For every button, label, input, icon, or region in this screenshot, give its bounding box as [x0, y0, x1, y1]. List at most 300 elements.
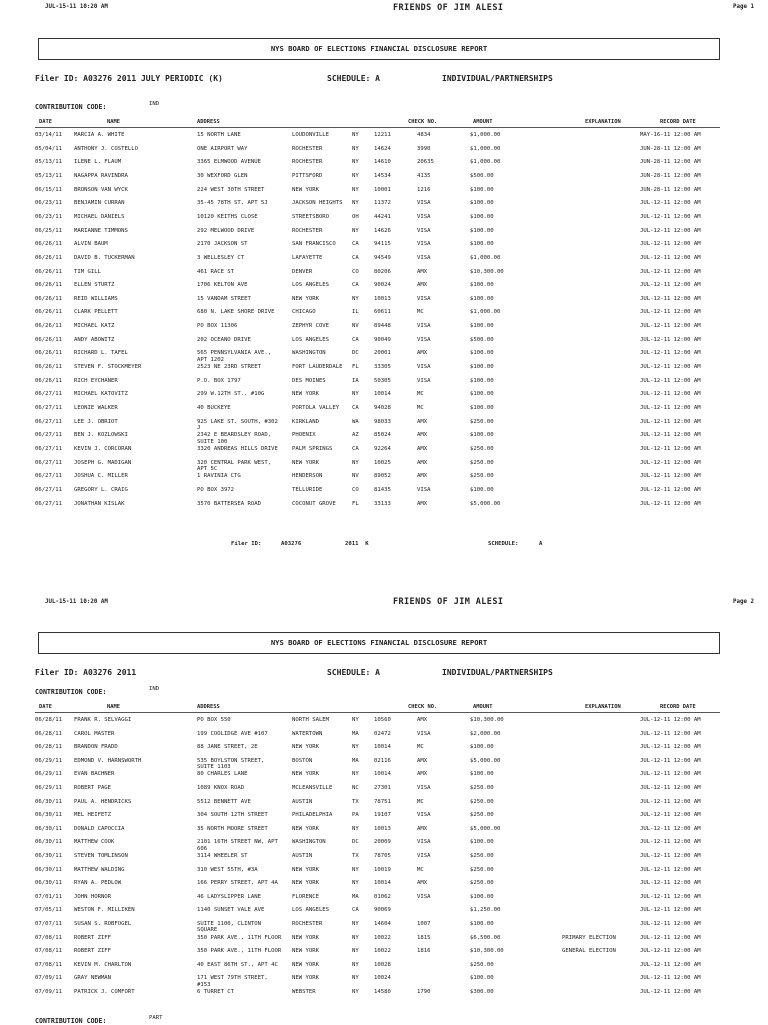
row-check-no: AMX	[417, 445, 428, 452]
row-date: 06/28/11	[35, 717, 62, 723]
row-city: NEW YORK	[292, 186, 319, 193]
row-address: PO BOX 11306	[197, 323, 238, 330]
row-name: MICHAEL DANIELS	[74, 213, 125, 220]
row-name: TIM GILL	[74, 268, 101, 275]
row-city: PORTOLA VALLEY	[292, 405, 340, 411]
row-zip: 10013	[374, 825, 391, 832]
row-zip: 44241	[374, 213, 391, 220]
row-state: CO	[352, 268, 359, 275]
row-record-date: JUL-12-11 12:00 AM	[640, 934, 701, 941]
row-record-date: JUL-12-11 12:00 AM	[640, 812, 701, 819]
row-amount: $100.00	[470, 200, 494, 207]
table-row	[0, 296, 768, 310]
row-date: 06/27/11	[35, 500, 62, 507]
row-record-date: JUL-12-11 12:00 AM	[640, 268, 701, 275]
row-city: NEW YORK	[292, 459, 319, 466]
row-amount: $100.00	[470, 364, 494, 371]
row-zip: 10025	[374, 459, 391, 466]
row-amount: $100.00	[470, 432, 494, 439]
row-amount: $100.00	[470, 227, 494, 234]
row-state: CA	[352, 445, 359, 452]
row-date: 06/26/11	[35, 364, 62, 371]
row-zip: 27301	[374, 785, 391, 791]
row-zip: 90069	[374, 907, 391, 914]
row-record-date: JUL-12-11 12:00 AM	[640, 961, 701, 968]
page-number: Page 1	[733, 4, 754, 10]
row-name: STEVEN TOMLINSON	[74, 853, 128, 859]
row-check-no: AMX	[417, 418, 428, 425]
row-amount: $100.00	[470, 323, 494, 330]
row-city: FLORENCE	[292, 893, 319, 900]
col-amount: AMOUNT	[473, 119, 493, 125]
row-name: ROBERT ZIFF	[74, 948, 112, 955]
row-amount: $100.00	[470, 282, 494, 289]
row-check-no: VISA	[417, 812, 431, 819]
row-address: 299 W.12TH ST., #10G	[197, 391, 265, 398]
row-address: 350 PARK AVE., 11TH FLOOR	[197, 948, 282, 955]
row-record-date: JUL-12-11 12:00 AM	[640, 486, 701, 493]
row-address: 310 WEST 55TH, #3A	[197, 866, 258, 873]
row-check-no: VISA	[417, 785, 431, 791]
row-address: 80 CHARLES LANE	[197, 771, 248, 778]
row-name: MARIANNE TIMMONS	[74, 227, 128, 234]
row-city: AUSTIN	[292, 853, 313, 859]
row-date: 06/27/11	[35, 445, 62, 452]
row-address: 46 LADYSLIPPER LANE	[197, 893, 261, 900]
row-city: AUSTIN	[292, 798, 313, 805]
row-city: WATERTOWN	[292, 730, 323, 737]
row-record-date: MAY-16-11 12:00 AM	[640, 132, 701, 138]
row-city: LOS ANGELES	[292, 907, 330, 914]
row-date: 06/27/11	[35, 418, 62, 425]
row-address: 1706 KELTON AVE	[197, 282, 248, 289]
table-row	[0, 282, 768, 296]
row-address: 2342 E BEARDSLEY ROAD, SUITE 100	[197, 432, 272, 445]
row-zip: 10014	[374, 391, 391, 398]
row-amount: $250.00	[470, 785, 494, 791]
row-name: BEN J. KOZLOWSKI	[74, 432, 128, 439]
row-name: BRONSON VAN WYCK	[74, 186, 128, 193]
row-city: HENDERSON	[292, 473, 323, 480]
row-name: JONATHAN KISLAK	[74, 500, 125, 507]
row-check-no: VISA	[417, 839, 431, 846]
table-row	[0, 812, 768, 826]
row-address: 2170 JACKSON ST	[197, 241, 248, 248]
row-date: 05/04/11	[35, 145, 62, 152]
col-date: DATE	[39, 119, 52, 125]
contribution-code-value: IND	[149, 686, 160, 692]
row-amount: $100.00	[470, 744, 494, 751]
row-state: NY	[352, 391, 359, 398]
row-zip: 33305	[374, 364, 391, 371]
row-name: ANDY ABOWITZ	[74, 336, 115, 343]
row-address: 202 OCEANO DRIVE	[197, 336, 251, 343]
row-city: NEW YORK	[292, 975, 319, 982]
row-amount: $100.00	[470, 921, 494, 927]
row-state: NV	[352, 473, 359, 480]
col-record-date: RECORD DATE	[660, 119, 696, 125]
col-explanation: EXPLANATION	[585, 119, 621, 125]
row-city: NEW YORK	[292, 880, 319, 887]
row-amount: $500.00	[470, 172, 494, 179]
row-check-no: MC	[417, 744, 424, 751]
row-zip: 12211	[374, 132, 391, 138]
row-name: BENJAMIN CURRAN	[74, 200, 125, 207]
table-row	[0, 894, 768, 908]
row-city: JACKSON HEIGHTS	[292, 200, 343, 207]
row-amount: $250.00	[470, 961, 494, 968]
row-state: DC	[352, 839, 359, 846]
row-record-date: JUL-12-11 12:00 AM	[640, 989, 701, 995]
row-amount: $100.00	[470, 186, 494, 193]
row-zip: 10560	[374, 717, 391, 723]
row-date: 07/05/11	[35, 907, 62, 914]
row-amount: $250.00	[470, 812, 494, 819]
row-state: AZ	[352, 432, 359, 439]
row-date: 06/30/11	[35, 798, 62, 805]
row-zip: 10013	[374, 295, 391, 302]
row-state: NC	[352, 785, 359, 791]
row-zip: 02472	[374, 730, 391, 737]
row-date: 06/29/11	[35, 771, 62, 778]
table-row	[0, 921, 768, 935]
row-address: 292 MELWOOD DRIVE	[197, 227, 255, 234]
row-state: NV	[352, 323, 359, 330]
row-check-no: AMX	[417, 717, 428, 723]
row-address: 535 BOYLSTON STREET, SUITE 1103	[197, 757, 265, 770]
table-row	[0, 187, 768, 201]
row-state: MA	[352, 893, 359, 900]
row-record-date: JUL-12-11 12:00 AM	[640, 893, 701, 900]
row-amount: $250.00	[470, 418, 494, 425]
row-state: NY	[352, 717, 359, 723]
row-date: 07/07/11	[35, 921, 62, 927]
table-row	[0, 473, 768, 487]
row-state: NY	[352, 159, 359, 166]
row-address: ONE AIRPORT WAY	[197, 145, 248, 152]
row-name: MATTHEW WALDING	[74, 866, 125, 873]
row-state: CA	[352, 405, 359, 411]
row-zip: 14534	[374, 172, 391, 179]
row-city: NEW YORK	[292, 391, 319, 398]
contribution-code-label: CONTRIBUTION CODE:	[35, 103, 107, 111]
row-zip: 78751	[374, 798, 391, 805]
row-city: NEW YORK	[292, 934, 319, 941]
table-row	[0, 337, 768, 351]
row-name: WESTON F. MILLIKEN	[74, 907, 135, 914]
row-record-date: JUL-12-11 12:00 AM	[640, 744, 701, 751]
row-check-no: AMX	[417, 282, 428, 289]
row-state: NY	[352, 989, 359, 995]
row-city: NEW YORK	[292, 825, 319, 832]
row-name: DAVID B. TUCKERMAN	[74, 254, 135, 261]
row-check-no: AMX	[417, 825, 428, 832]
row-amount: $1,000.00	[470, 145, 501, 152]
row-record-date: JUL-12-11 12:00 AM	[640, 459, 701, 466]
row-record-date: JUL-12-11 12:00 AM	[640, 500, 701, 507]
row-record-date: JUL-12-11 12:00 AM	[640, 254, 701, 261]
row-record-date: JUL-12-11 12:00 AM	[640, 866, 701, 873]
row-address: 304 SOUTH 12TH STREET	[197, 812, 268, 819]
row-name: MATTHEW COOK	[74, 839, 115, 846]
row-name: ALVIN BAUM	[74, 241, 108, 248]
row-address: 3365 ELMWOOD AVENUE	[197, 159, 261, 166]
row-record-date: JUL-12-11 12:00 AM	[640, 853, 701, 859]
row-zip: 90024	[374, 282, 391, 289]
row-record-date: JUL-12-11 12:00 AM	[640, 445, 701, 452]
row-zip: 14624	[374, 145, 391, 152]
table-row	[0, 853, 768, 867]
row-record-date: JUN-28-11 12:00 AM	[640, 172, 701, 179]
row-name: ELLEN STURTZ	[74, 282, 115, 289]
row-record-date: JUN-28-11 12:00 AM	[640, 159, 701, 166]
row-name: DONALD CAPOCCIA	[74, 825, 125, 832]
row-amount: $100.00	[470, 839, 494, 846]
row-date: 06/25/11	[35, 227, 62, 234]
row-date: 06/23/11	[35, 200, 62, 207]
row-check-no: MC	[417, 866, 424, 873]
row-state: CO	[352, 486, 359, 493]
row-date: 06/27/11	[35, 405, 62, 411]
row-record-date: JUL-12-11 12:00 AM	[640, 880, 701, 887]
row-amount: $5,000.00	[470, 500, 501, 507]
row-name: FRANK R. SELVAGGI	[74, 717, 132, 723]
row-name: KEVIN J. CORCORAN	[74, 445, 132, 452]
row-record-date: JUL-12-11 12:00 AM	[640, 391, 701, 398]
row-city: LOS ANGELES	[292, 336, 330, 343]
row-check-no: 1790	[417, 989, 431, 995]
row-record-date: JUL-12-11 12:00 AM	[640, 282, 701, 289]
row-date: 06/29/11	[35, 785, 62, 791]
row-zip: 85024	[374, 432, 391, 439]
filer-line: Filer ID: A03276 2011 JULY PERIODIC (K)	[35, 74, 223, 83]
row-record-date: JUL-12-11 12:00 AM	[640, 771, 701, 778]
schedule-label: SCHEDULE: A	[327, 74, 380, 83]
row-name: MICHAEL KATZ	[74, 323, 115, 330]
row-date: 05/13/11	[35, 159, 62, 166]
row-name: GRAY NEWMAN	[74, 975, 112, 982]
row-date: 07/08/11	[35, 934, 62, 941]
row-record-date: JUL-12-11 12:00 AM	[640, 473, 701, 480]
row-zip: 10014	[374, 771, 391, 778]
row-name: JOSEPH G. MADIGAN	[74, 459, 132, 466]
row-date: 06/26/11	[35, 268, 62, 275]
row-address: 10120 KEITHS CLOSE	[197, 213, 258, 220]
row-address: 925 LAKE ST. SOUTH, #302 J	[197, 418, 278, 431]
table-row	[0, 962, 768, 976]
row-check-no: VISA	[417, 377, 431, 384]
table-row	[0, 744, 768, 758]
row-state: NY	[352, 921, 359, 927]
row-name: ROBERT ZIFF	[74, 934, 112, 941]
row-amount: $100.00	[470, 377, 494, 384]
table-row	[0, 907, 768, 921]
row-address: 88 JANE STREET, 2E	[197, 744, 258, 751]
row-record-date: JUL-12-11 12:00 AM	[640, 798, 701, 805]
row-name: RICHARD L. TAFEL	[74, 350, 128, 357]
row-address: 15 VANDAM STREET	[197, 295, 251, 302]
row-address: 3 WELLESLEY CT	[197, 254, 245, 261]
row-amount: $250.00	[470, 866, 494, 873]
col-check: CHECK NO.	[408, 704, 438, 710]
row-address: 40 EAST 86TH ST., APT 4C	[197, 961, 278, 968]
row-check-no: 1216	[417, 186, 431, 193]
row-date: 06/26/11	[35, 282, 62, 289]
row-name: PATRICK J. COMFORT	[74, 989, 135, 995]
row-amount: $2,000.00	[470, 730, 501, 737]
header-divider	[35, 712, 720, 713]
row-amount: $250.00	[470, 473, 494, 480]
row-state: TX	[352, 798, 359, 805]
row-record-date: JUN-28-11 12:00 AM	[640, 145, 701, 152]
table-row	[0, 378, 768, 392]
contribution-code-value: IND	[149, 101, 160, 107]
row-record-date: JUL-12-11 12:00 AM	[640, 241, 701, 248]
col-amount: AMOUNT	[473, 704, 493, 710]
row-address: 15 NORTH LANE	[197, 132, 241, 138]
table-row	[0, 867, 768, 881]
row-name: EDMOND V. HARNSWORTH	[74, 757, 142, 764]
row-record-date: JUL-12-11 12:00 AM	[640, 227, 701, 234]
row-amount: $100.00	[470, 391, 494, 398]
row-state: FL	[352, 500, 359, 507]
row-zip: 10019	[374, 866, 391, 873]
row-name: RYAN A. PEDLOW	[74, 880, 122, 887]
row-state: TX	[352, 853, 359, 859]
row-city: NORTH SALEM	[292, 717, 330, 723]
row-state: PA	[352, 812, 359, 819]
row-zip: 11372	[374, 200, 391, 207]
row-check-no: AMX	[417, 459, 428, 466]
row-record-date: JUL-12-11 12:00 AM	[640, 907, 701, 914]
row-check-no: 1007	[417, 921, 431, 927]
row-city: LOUDONVILLE	[292, 132, 330, 138]
row-zip: 10014	[374, 744, 391, 751]
row-state: FL	[352, 364, 359, 371]
row-name: STEVEN F. STOCKMEYER	[74, 364, 142, 371]
table-row	[0, 975, 768, 989]
filer-line: Filer ID: A03276 2011	[35, 668, 137, 677]
col-name: NAME	[107, 704, 120, 710]
row-check-no: AMX	[417, 432, 428, 439]
row-zip: 20009	[374, 839, 391, 846]
row-state: MA	[352, 757, 359, 764]
table-row	[0, 200, 768, 214]
row-name: ILENE L. FLAUM	[74, 159, 122, 166]
row-name: MEL HEIFETZ	[74, 812, 112, 819]
row-record-date: JUL-12-11 12:00 AM	[640, 975, 701, 982]
table-row	[0, 309, 768, 323]
row-address: 1089 KNOX ROAD	[197, 785, 245, 791]
row-name: MICHAEL KATOVITZ	[74, 391, 128, 398]
row-amount: $300.00	[470, 989, 494, 995]
row-name: LEE J. OBRIOT	[74, 418, 118, 425]
row-city: NEW YORK	[292, 744, 319, 751]
row-amount: $100.00	[470, 486, 494, 493]
row-address: 35 NORTH MOORE STREET	[197, 825, 268, 832]
row-city: PHILADELPHIA	[292, 812, 333, 819]
row-zip: 02116	[374, 757, 391, 764]
row-check-no: AMX	[417, 880, 428, 887]
table-row	[0, 460, 768, 474]
row-amount: $100.00	[470, 771, 494, 778]
row-date: 06/30/11	[35, 866, 62, 873]
row-check-no: VISA	[417, 295, 431, 302]
row-amount: $250.00	[470, 853, 494, 859]
row-state: NY	[352, 975, 359, 982]
row-state: NY	[352, 145, 359, 152]
row-date: 07/09/11	[35, 989, 62, 995]
row-amount: $100.00	[470, 295, 494, 302]
row-state: CA	[352, 241, 359, 248]
row-state: CA	[352, 254, 359, 261]
row-record-date: JUN-28-11 12:00 AM	[640, 186, 701, 193]
row-zip: 78705	[374, 853, 391, 859]
row-check-no: VISA	[417, 227, 431, 234]
table-row	[0, 948, 768, 962]
row-check-no: VISA	[417, 213, 431, 220]
row-date: 06/27/11	[35, 391, 62, 398]
row-state: NY	[352, 825, 359, 832]
row-check-no: VISA	[417, 486, 431, 493]
row-amount: $1,000.00	[470, 254, 501, 261]
row-amount: $1,000.00	[470, 159, 501, 166]
table-row	[0, 501, 768, 515]
row-record-date: JUL-12-11 12:00 AM	[640, 839, 701, 846]
row-check-no: VISA	[417, 323, 431, 330]
header-divider	[35, 127, 720, 128]
row-amount: $10,300.00	[470, 717, 504, 723]
row-city: DENVER	[292, 268, 313, 275]
row-address: 461 RACE ST	[197, 268, 235, 275]
row-state: IA	[352, 377, 359, 384]
row-record-date: JUL-12-11 12:00 AM	[640, 825, 701, 832]
row-check-no: 1816	[417, 948, 431, 955]
row-record-date: JUL-12-11 12:00 AM	[640, 757, 701, 764]
row-name: JOSHUA C. MILLER	[74, 473, 128, 480]
row-record-date: JUL-12-11 12:00 AM	[640, 350, 701, 357]
row-check-no: 4135	[417, 172, 431, 179]
row-zip: 14604	[374, 921, 391, 927]
row-amount: $100.00	[470, 213, 494, 220]
row-name: REID WILLIAMS	[74, 295, 118, 302]
row-state: IL	[352, 309, 359, 316]
col-address: ADDRESS	[197, 119, 220, 125]
row-name: ROBERT PAGE	[74, 785, 112, 791]
table-row	[0, 785, 768, 799]
row-city: WASHINGTON	[292, 839, 326, 846]
table-row	[0, 241, 768, 255]
row-address: 1 RAVINIA CTG	[197, 473, 241, 480]
row-name: PAUL A. HENDRICKS	[74, 798, 132, 805]
row-date: 03/14/11	[35, 132, 62, 138]
row-date: 06/30/11	[35, 825, 62, 832]
row-state: NY	[352, 172, 359, 179]
row-address: 2523 NE 23RD STREET	[197, 364, 261, 371]
row-date: 06/30/11	[35, 853, 62, 859]
row-address: SUITE 1100, CLINTON SQUARE	[197, 921, 261, 934]
table-row	[0, 880, 768, 894]
row-date: 07/01/11	[35, 893, 62, 900]
row-city: KIRKLAND	[292, 418, 319, 425]
row-zip: 14580	[374, 989, 391, 995]
col-date: DATE	[39, 704, 52, 710]
row-city: PITTSFORD	[292, 172, 323, 179]
row-name: CAROL MASTER	[74, 730, 115, 737]
row-check-no: 1815	[417, 934, 431, 941]
row-city: ROCHESTER	[292, 921, 323, 927]
row-name: SUSAN S. ROBFOGEL	[74, 921, 132, 927]
